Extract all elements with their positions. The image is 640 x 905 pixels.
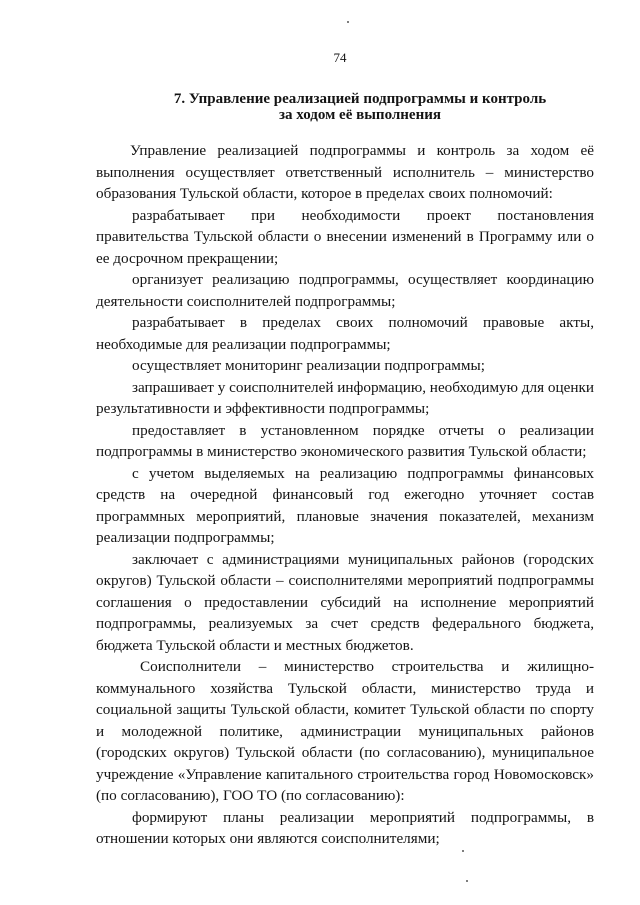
- scan-speck: [347, 21, 349, 23]
- scan-speck: [466, 880, 468, 882]
- intro-paragraph: Управление реализацией подпрограммы и контроль за ходом её выполнения осуществляет ответственный исполнитель – министерство образования Тульской области, которое в пределах своих полномочий:: [96, 142, 594, 202]
- section-heading: [110, 91, 610, 123]
- list-item: организует реализацию подпрограммы, осуществляет координацию деятельности соисполнителей подпрограммы;: [96, 271, 594, 310]
- list-item: осуществляет мониторинг реализации подпрограммы;: [132, 357, 485, 374]
- list-item: заключает с администрациями муниципальных районов (городских округов) Тульской области – соисполнителями мероприятий подпрограммы соглашения о предоставлении субсидий на исполнение мероприятий подпрограммы, реализуемых за счет средств федерального бюджета, бюджета Тульской области и местных бюджетов.: [96, 550, 594, 654]
- co-executors-paragraph: Соисполнители – министерство строительства и жилищно-коммунального хозяйства Тульской области, министерство труда и социальной защиты Тульской области, комитет Тульской области по спорту и молодежной политике, администрации муниципальных районов (городских округов) Тульской области (по согласованию), муниципальное учреждение «Управление капитального строительства город Новомосковск» (по согласованию), ГОО ТО (по согласованию):: [96, 658, 594, 804]
- list-item: предоставляет в установленном порядке отчеты о реализации подпрограммы в министерство экономического развития Тульской области;: [96, 421, 594, 460]
- list-item: разрабатывает при необходимости проект постановления правительства Тульской области о внесении изменений в Программу или о ее досрочном прекращении;: [96, 206, 594, 267]
- body-text: [96, 140, 594, 850]
- list-item: запрашивает у соисполнителей информацию, необходимую для оценки результативности и эффективности подпрограммы;: [96, 378, 594, 417]
- page-number: 74: [333, 50, 347, 65]
- scan-speck: [462, 850, 464, 852]
- list-item: с учетом выделяемых на реализацию подпрограммы финансовых средств на очередной финансовый год ежегодно уточняет состав программных мероприятий, плановые значения показателей, механизм реализации подпрограммы;: [96, 464, 594, 546]
- list-item: разрабатывает в пределах своих полномочий правовые акты, необходимые для реализации подпрограммы;: [96, 314, 594, 353]
- section-heading-line-2: за ходом её выполнения: [279, 107, 441, 123]
- section-heading-line-1: 7. Управление реализацией подпрограммы и контроль: [173, 91, 547, 107]
- list-item: формируют планы реализации мероприятий подпрограммы, в отношении которых они являются соисполнителями;: [96, 808, 594, 847]
